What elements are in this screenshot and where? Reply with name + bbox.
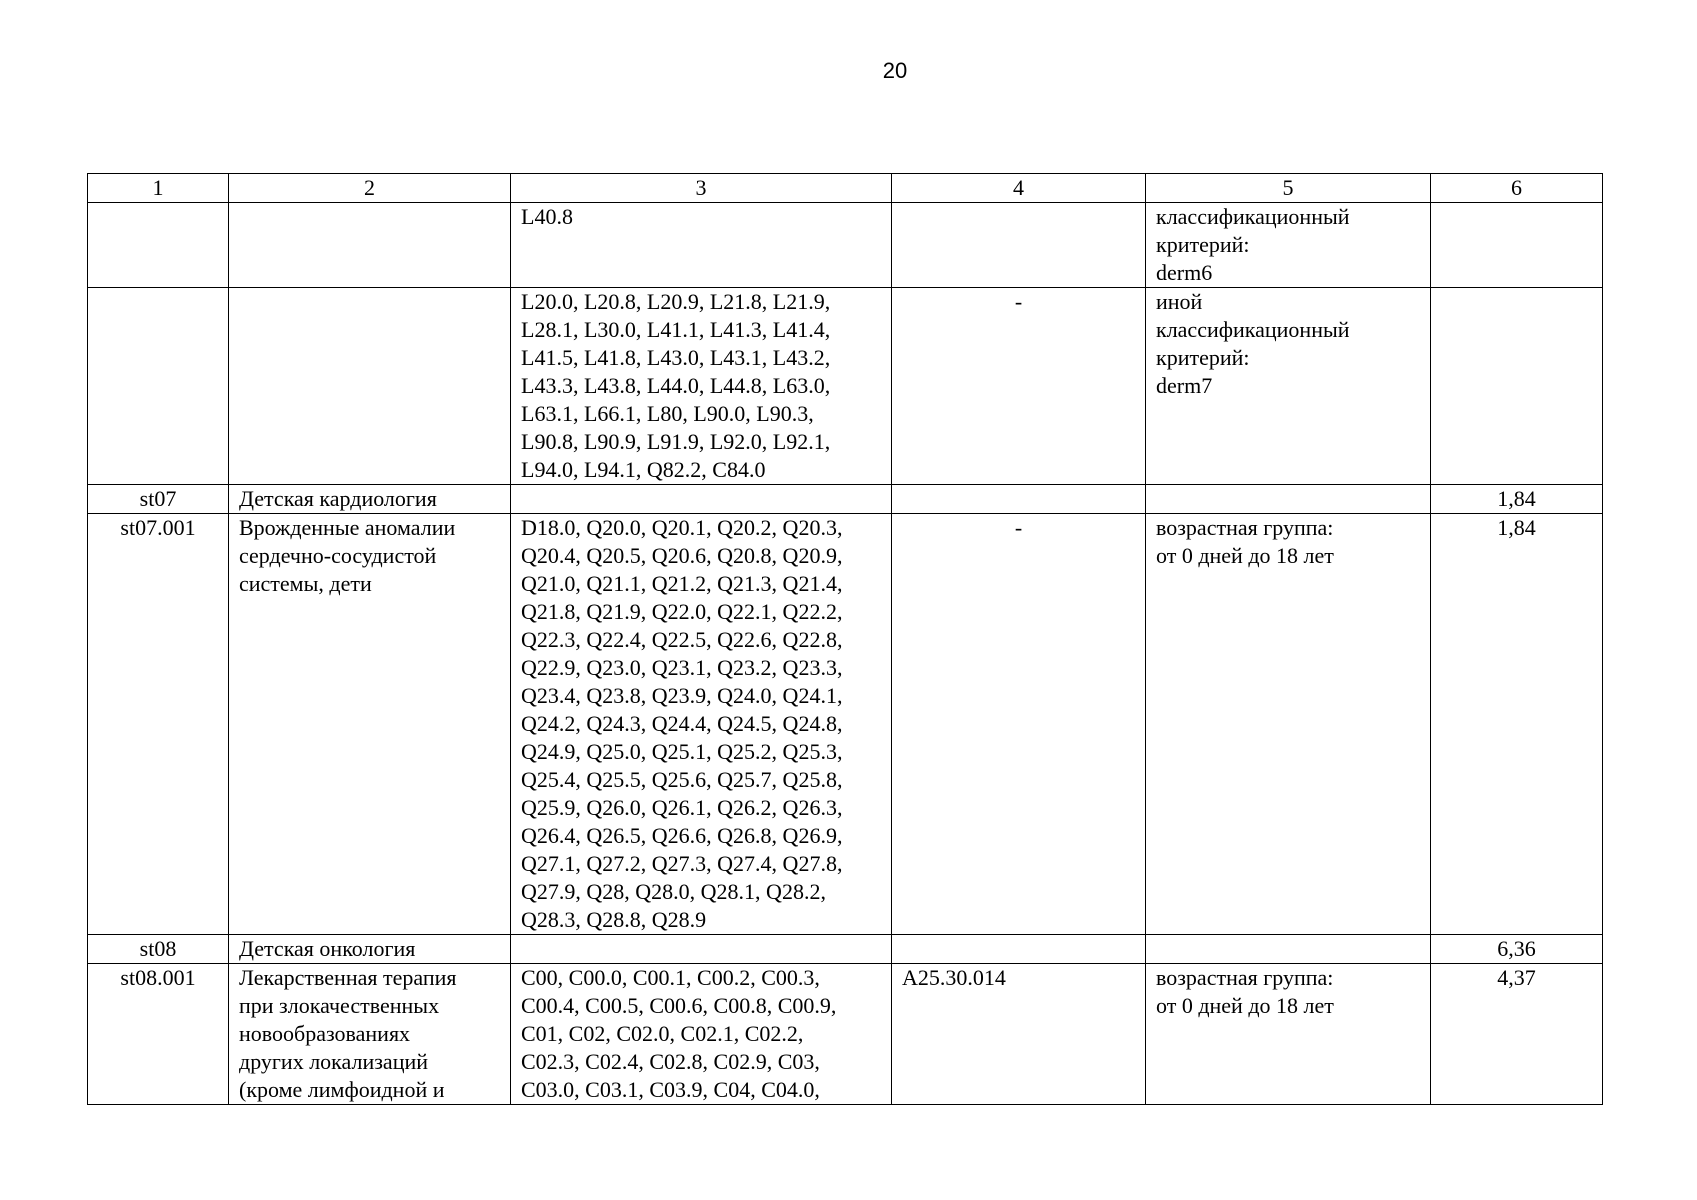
code-cell [88, 288, 229, 485]
table-row [88, 203, 1603, 288]
column-header-2: 2 [229, 174, 511, 203]
service-code-cell [892, 935, 1146, 964]
name-cell [229, 288, 511, 485]
tariff-table [87, 173, 1603, 1105]
criterion-cell: возрастная группа: от 0 дней до 18 лет [1146, 514, 1431, 935]
code-cell: st08 [88, 935, 229, 964]
diagnosis-codes-cell: D18.0, Q20.0, Q20.1, Q20.2, Q20.3, Q20.4, Q20.5, Q20.6, Q20.8, Q20.9, Q21.0, Q21.1, Q21.2, Q21.3, Q21.4, Q21.8, Q21.9, Q22.0, Q22.1, Q22.2, Q22.3, Q22.4, Q22.5, Q22.6, Q22.8, Q22.9, Q23.0, Q23.1, Q23.2, Q23.3, Q23.4, Q23.8, Q23.9, Q24.0, Q24.1, Q24.2, Q24.3, Q24.4, Q24.5, Q24.8, Q24.9, Q25.0, Q25.1, Q25.2, Q25.3, Q25.4, Q25.5, Q25.6, Q25.7, Q25.8, Q25.9, Q26.0, Q26.1, Q26.2, Q26.3, Q26.4, Q26.5, Q26.6, Q26.8, Q26.9, Q27.1, Q27.2, Q27.3, Q27.4, Q27.8, Q27.9, Q28, Q28.0, Q28.1, Q28.2, Q28.3, Q28.8, Q28.9 [511, 514, 892, 935]
criterion-cell [1146, 935, 1431, 964]
criterion-cell [1146, 485, 1431, 514]
code-cell: st07.001 [88, 514, 229, 935]
table-row [88, 514, 1603, 935]
criterion-cell: иной классификационный критерий: derm7 [1146, 288, 1431, 485]
coefficient-cell [1431, 203, 1603, 288]
diagnosis-codes-cell [511, 935, 892, 964]
criterion-cell: классификационный критерий: derm6 [1146, 203, 1431, 288]
coefficient-cell: 1,84 [1431, 514, 1603, 935]
code-cell: st08.001 [88, 964, 229, 1105]
coefficient-cell: 6,36 [1431, 935, 1603, 964]
column-header-5: 5 [1146, 174, 1431, 203]
page-number: 20 [882, 58, 908, 83]
table-row [88, 964, 1603, 1105]
diagnosis-codes-cell: L20.0, L20.8, L20.9, L21.8, L21.9, L28.1, L30.0, L41.1, L41.3, L41.4, L41.5, L41.8, L43.0, L43.1, L43.2, L43.3, L43.8, L44.0, L44.8, L63.0, L63.1, L66.1, L80, L90.0, L90.3, L90.8, L90.9, L91.9, L92.0, L92.1, L94.0, L94.1, Q82.2, C84.0 [511, 288, 892, 485]
coefficient-cell: 1,84 [1431, 485, 1603, 514]
column-header-4: 4 [892, 174, 1146, 203]
name-cell [229, 203, 511, 288]
table-header-row [88, 174, 1603, 203]
coefficient-cell: 4,37 [1431, 964, 1603, 1105]
coefficient-cell [1431, 288, 1603, 485]
name-cell: Детская кардиология [229, 485, 511, 514]
service-code-cell [892, 203, 1146, 288]
column-header-6: 6 [1431, 174, 1603, 203]
service-code-cell: A25.30.014 [892, 964, 1146, 1105]
table-row [88, 935, 1603, 964]
code-cell: st07 [88, 485, 229, 514]
service-code-cell [892, 485, 1146, 514]
name-cell: Лекарственная терапия при злокачественных новообразованиях других локализаций (кроме лимфоидной и [229, 964, 511, 1105]
column-header-3: 3 [511, 174, 892, 203]
code-cell [88, 203, 229, 288]
column-header-1: 1 [88, 174, 229, 203]
table-row [88, 485, 1603, 514]
service-code-cell: - [892, 288, 1146, 485]
name-cell: Врожденные аномалии сердечно-сосудистой системы, дети [229, 514, 511, 935]
service-code-cell: - [892, 514, 1146, 935]
diagnosis-codes-cell: L40.8 [511, 203, 892, 288]
name-cell: Детская онкология [229, 935, 511, 964]
diagnosis-codes-cell: C00, C00.0, C00.1, C00.2, C00.3, C00.4, C00.5, C00.6, C00.8, C00.9, C01, C02, C02.0, C02.1, C02.2, C02.3, C02.4, C02.8, C02.9, C03, C03.0, C03.1, C03.9, C04, C04.0, [511, 964, 892, 1105]
criterion-cell: возрастная группа: от 0 дней до 18 лет [1146, 964, 1431, 1105]
diagnosis-codes-cell [511, 485, 892, 514]
table-row [88, 288, 1603, 485]
